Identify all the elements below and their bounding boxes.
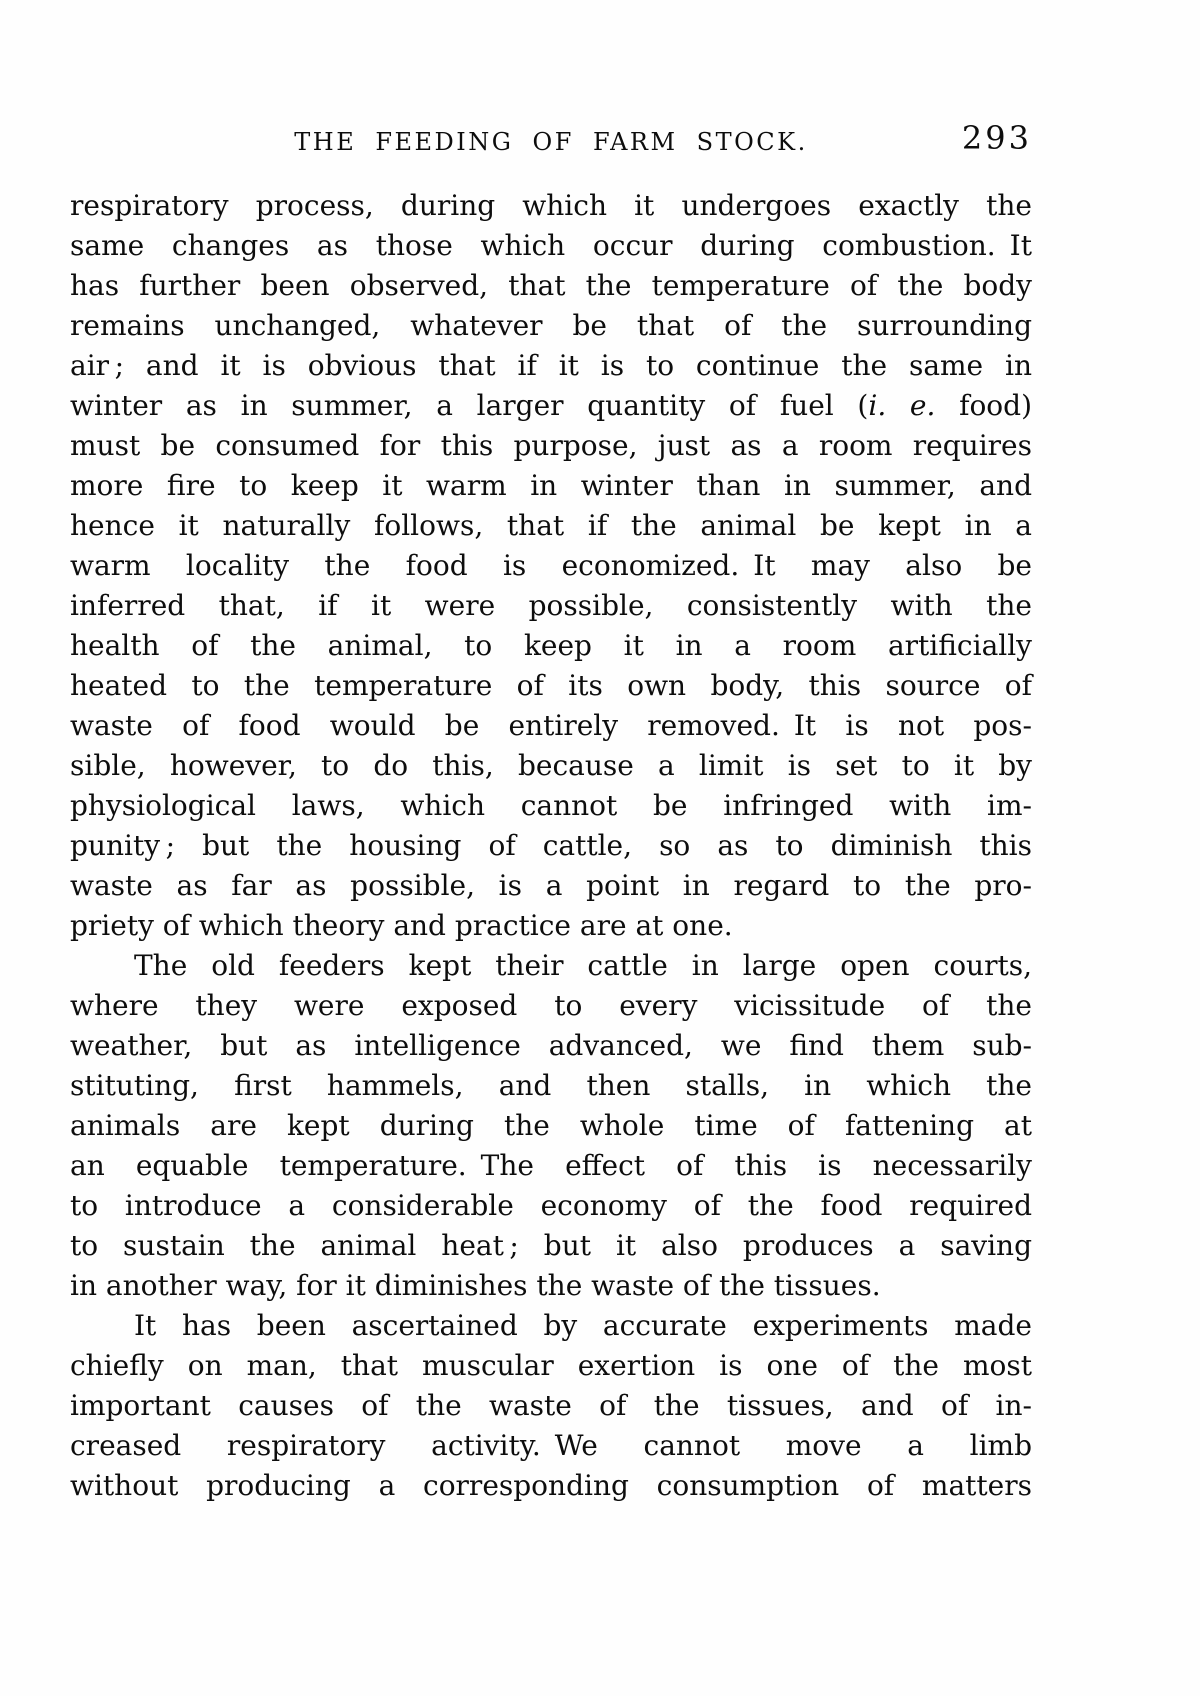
paragraph-2: [70, 946, 1032, 1306]
running-header-title: THE FEEDING OF FARM STOCK.: [294, 128, 808, 156]
text-line: same changes as those which occur during combustion. It: [70, 229, 1032, 262]
text-line: in another way, for it diminishes the waste of the tissues.: [70, 1269, 881, 1302]
text-line: heated to the temperature of its own body, this source of: [70, 669, 1032, 702]
text-line: hence it naturally follows, that if the animal be kept in a: [70, 509, 1032, 542]
paragraph-3: [70, 1306, 1032, 1506]
text-line: stituting, first hammels, and then stalls, in which the: [70, 1069, 1032, 1102]
text-line: waste as far as possible, is a point in regard to the pro-: [70, 869, 1032, 902]
text-segment: food): [935, 389, 1033, 422]
page-number: 293: [961, 119, 1032, 157]
text-line: creased respiratory activity. We cannot move a limb: [70, 1429, 1032, 1462]
body-text: [70, 186, 1032, 1506]
text-line: health of the animal, to keep it in a room artificially: [70, 629, 1032, 662]
text-line: where they were exposed to every vicissitude of the: [70, 989, 1032, 1022]
text-line: to introduce a considerable economy of the food required: [70, 1189, 1032, 1222]
text-line: an equable temperature. The effect of this is necessarily: [70, 1149, 1032, 1182]
paragraph-1: [70, 186, 1032, 946]
text-line: The old feeders kept their cattle in large open courts,: [134, 949, 1032, 982]
text-line: waste of food would be entirely removed. It is not pos-: [70, 709, 1032, 742]
text-line: must be consumed for this purpose, just as a room requires: [70, 429, 1032, 462]
italic-text-segment: i. e.: [868, 389, 936, 422]
text-line: warm locality the food is economized. It may also be: [70, 549, 1032, 582]
text-line: weather, but as intelligence advanced, we find them sub-: [70, 1029, 1032, 1062]
text-line: without producing a corresponding consumption of matters: [70, 1469, 1032, 1502]
text-line: punity ; but the housing of cattle, so as to diminish this: [70, 829, 1032, 862]
text-line: physiological laws, which cannot be infringed with im-: [70, 789, 1032, 822]
text-line: to sustain the animal heat ; but it also produces a saving: [70, 1229, 1032, 1262]
text-line: more fire to keep it warm in winter than in summer, and: [70, 469, 1032, 502]
text-line: important causes of the waste of the tissues, and of in-: [70, 1389, 1032, 1422]
text-line: air ; and it is obvious that if it is to continue the same in: [70, 349, 1032, 382]
text-line-with-italic: [70, 386, 1032, 426]
text-line: has further been observed, that the temperature of the body: [70, 269, 1032, 302]
text-line: remains unchanged, whatever be that of the surrounding: [70, 309, 1032, 342]
text-line: respiratory process, during which it undergoes exactly the: [70, 189, 1032, 222]
text-segment: winter as in summer, a larger quantity of fuel (: [70, 389, 869, 422]
text-line: inferred that, if it were possible, consistently with the: [70, 589, 1032, 622]
text-line: animals are kept during the whole time of fattening at: [70, 1109, 1032, 1142]
text-line: priety of which theory and practice are at one.: [70, 909, 733, 942]
running-header: [70, 118, 1032, 162]
text-line: It has been ascertained by accurate experiments made: [134, 1309, 1032, 1342]
text-line: chiefly on man, that muscular exertion is one of the most: [70, 1349, 1032, 1382]
text-line: sible, however, to do this, because a limit is set to it by: [70, 749, 1032, 782]
